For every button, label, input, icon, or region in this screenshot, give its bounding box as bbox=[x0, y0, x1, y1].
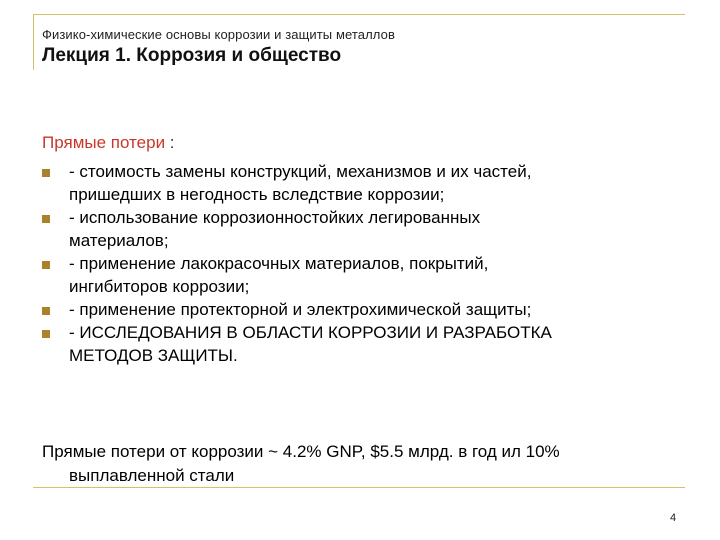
section-heading bbox=[42, 133, 175, 153]
square-bullet-icon bbox=[42, 169, 50, 177]
section-heading-colon: : bbox=[165, 133, 175, 152]
list-item bbox=[42, 252, 662, 298]
course-subtitle: Физико-химические основы коррозии и защиты металлов bbox=[42, 27, 395, 42]
section-heading-text: Прямые потери bbox=[42, 133, 166, 152]
list-item-line: - стоимость замены конструкций, механизмов и их частей, bbox=[69, 162, 532, 181]
square-bullet-icon bbox=[42, 330, 50, 338]
summary-line: выплавленной стали bbox=[69, 466, 235, 485]
list-item-line: ингибиторов коррозии; bbox=[69, 277, 250, 296]
list-item bbox=[42, 160, 662, 206]
header-vertical-rule bbox=[33, 14, 34, 70]
square-bullet-icon bbox=[42, 215, 50, 223]
footer-horizontal-rule bbox=[33, 487, 685, 488]
square-bullet-icon bbox=[42, 307, 50, 315]
list-item-line: - применение лакокрасочных материалов, покрытий, bbox=[69, 254, 489, 273]
list-item-line: - применение протекторной и электрохимической защиты; bbox=[69, 300, 532, 319]
summary-text bbox=[42, 440, 682, 488]
list-item-line: МЕТОДОВ ЗАЩИТЫ. bbox=[69, 346, 238, 365]
list-item bbox=[42, 206, 662, 252]
list-item bbox=[42, 321, 662, 367]
square-bullet-icon bbox=[42, 261, 50, 269]
list-item-line: пришедших в негодность вследствие коррозии; bbox=[69, 185, 445, 204]
header-horizontal-rule bbox=[33, 14, 685, 15]
list-item-line: материалов; bbox=[69, 231, 169, 250]
list-item bbox=[42, 298, 662, 321]
bullet-list bbox=[42, 160, 662, 367]
list-item-line: - использование коррозионностойких легированных bbox=[69, 208, 481, 227]
page-number: 4 bbox=[670, 512, 677, 524]
list-item-line: - ИССЛЕДОВАНИЯ В ОБЛАСТИ КОРРОЗИИ И РАЗРАБОТКА bbox=[69, 323, 552, 342]
summary-line: Прямые потери от коррозии ~ 4.2% GNP, $5.5 млрд. в год ил 10% bbox=[42, 442, 560, 461]
slide-title: Лекция 1. Коррозия и общество bbox=[42, 45, 342, 66]
